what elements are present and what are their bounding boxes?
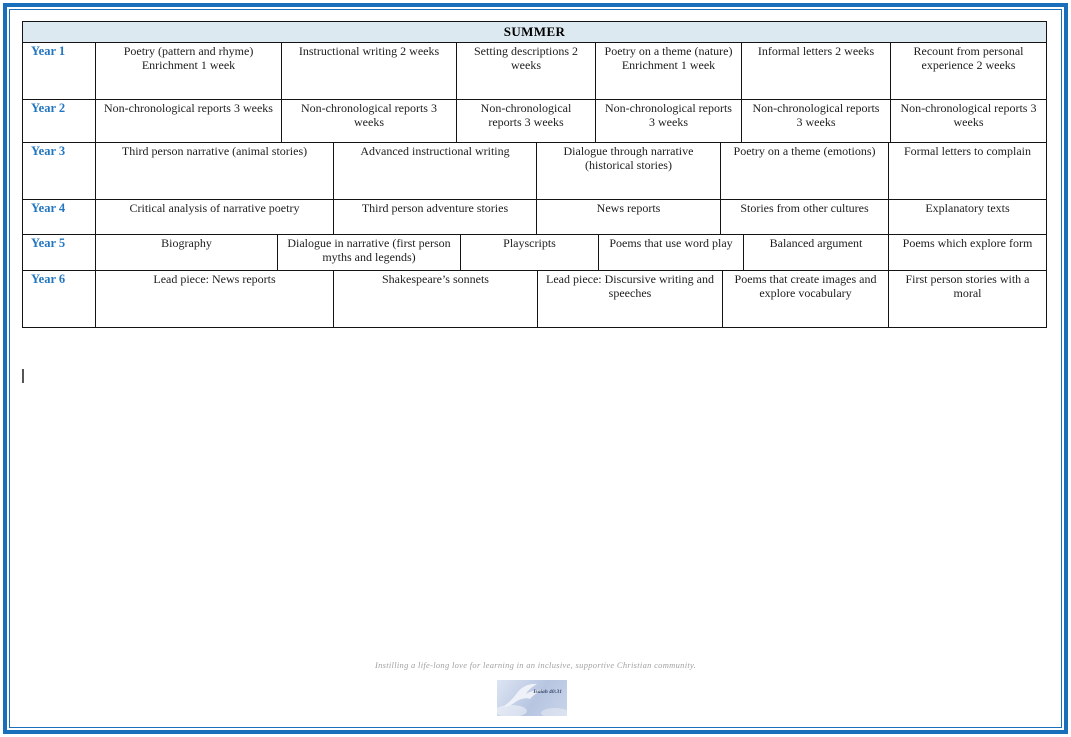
eagle-icon [497,680,567,716]
curriculum-cell[interactable]: Poetry on a theme (nature) Enrichment 1 week [596,43,742,99]
table-row [23,99,1046,142]
curriculum-cell[interactable]: Poetry on a theme (emotions) [721,143,889,199]
curriculum-cell[interactable]: Lead piece: Discursive writing and speeches [538,271,723,327]
text-caret [22,369,24,383]
curriculum-cell[interactable]: Poems that use word play [599,235,744,270]
curriculum-cell[interactable]: Non-chronological reports 3 weeks [282,100,457,142]
school-logo-image[interactable] [497,680,567,716]
curriculum-cell[interactable]: Informal letters 2 weeks [742,43,891,99]
curriculum-cell[interactable]: Formal letters to complain [904,144,1031,158]
year-label-cell[interactable]: Year 6 [23,271,96,327]
table-row [23,270,1046,327]
curriculum-cell[interactable]: Advanced instructional writing [334,143,537,199]
curriculum-cell[interactable]: Third person narrative (animal stories) [96,143,334,199]
logo-caption: Isaiah 40:31 [533,689,562,695]
curriculum-cell[interactable]: Stories from other cultures [721,200,889,234]
table-row [23,142,1046,199]
curriculum-cell[interactable]: Non-chronological reports 3 weeks [457,100,596,142]
curriculum-cell[interactable]: Non-chronological reports 3 weeks [96,100,282,142]
curriculum-cell[interactable]: Instructional writing 2 weeks [282,43,457,99]
curriculum-cell[interactable]: Setting descriptions 2 weeks [457,43,596,99]
curriculum-cell[interactable]: Biography [96,235,278,270]
term-header-cell[interactable]: SUMMER [23,22,1046,42]
curriculum-cell[interactable]: Critical analysis of narrative poetry [96,200,334,234]
curriculum-cell[interactable]: Explanatory texts [925,201,1010,215]
table-row [23,42,1046,99]
curriculum-cell[interactable]: Non-chronological reports 3 weeks [742,100,891,142]
curriculum-cell[interactable]: Dialogue in narrative (first person myths and legends) [278,235,461,270]
curriculum-cell[interactable]: Poems which explore form [902,236,1033,250]
curriculum-cell[interactable]: Dialogue through narrative (historical stories) [537,143,721,199]
table-row [23,199,1046,234]
curriculum-cell[interactable]: Third person adventure stories [334,200,537,234]
year-label-cell[interactable]: Year 5 [23,235,96,270]
curriculum-cell[interactable]: Poems that create images and explore vocabulary [723,271,889,327]
school-motto[interactable]: Instilling a life-long love for learning in an inclusive, supportive Christian community. [374,660,697,670]
curriculum-cell[interactable]: News reports [537,200,721,234]
curriculum-cell[interactable]: First person stories with a moral [905,272,1030,300]
curriculum-cell[interactable]: Playscripts [461,235,599,270]
table-row [23,234,1046,270]
curriculum-table [22,21,1047,328]
year-label-cell[interactable]: Year 3 [23,143,96,199]
curriculum-cell[interactable]: Lead piece: News reports [96,271,334,327]
year-label-cell[interactable]: Year 4 [23,200,96,234]
year-label-cell[interactable]: Year 2 [23,100,96,142]
curriculum-cell[interactable]: Poetry (pattern and rhyme) Enrichment 1 week [96,43,282,99]
curriculum-cell[interactable]: Non-chronological reports 3 weeks [596,100,742,142]
table-body [23,42,1046,327]
year-label-cell[interactable]: Year 1 [23,43,96,99]
curriculum-cell[interactable]: Recount from personal experience 2 weeks [913,44,1024,72]
curriculum-cell[interactable]: Shakespeare’s sonnets [334,271,538,327]
curriculum-cell[interactable]: Balanced argument [744,235,889,270]
curriculum-cell[interactable]: Non-chronological reports 3 weeks [900,101,1037,129]
